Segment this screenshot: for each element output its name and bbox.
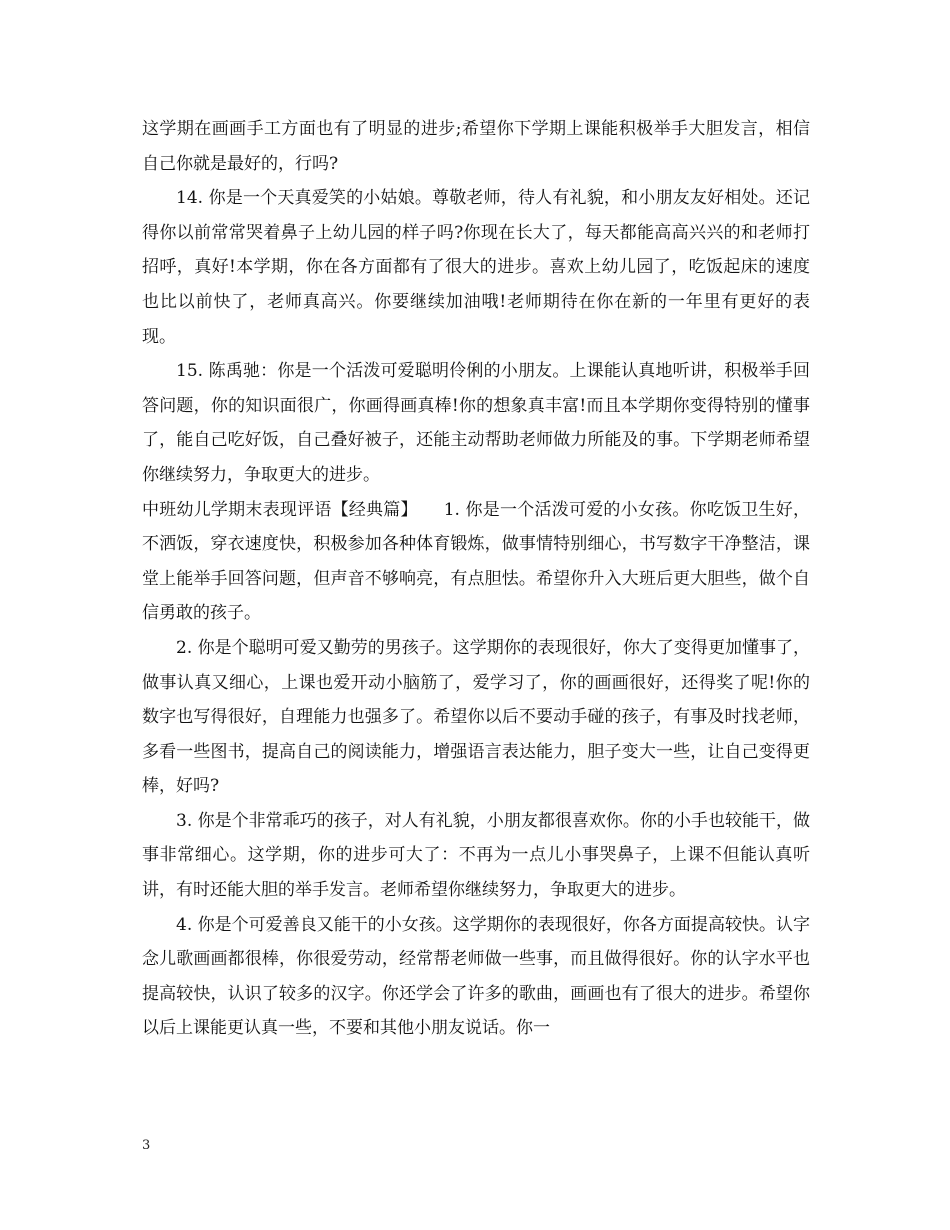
page-number: 3 [142,1138,151,1153]
paragraph-comment-15: 15. 陈禹驰：你是一个活泼可爱聪明伶俐的小朋友。上课能认真地听讲，积极举手回答问题，你的知识面很广，你画得画真棒!你的想象真丰富!而且本学期你变得特别的懂事了，能自己吃好饭，自己叠好被子，还能主动帮助老师做力所能及的事。下学期老师希望你继续努力，争取更大的进步。 [142,361,810,485]
paragraph-section-heading-comment-1: 中班幼儿学期末表现评语【经典篇】 1. 你是一个活泼可爱的小女孩。你吃饭卫生好，不洒饭，穿衣速度快，积极参加各种体育锻炼，做事情特别细心，书写数字干净整洁，课堂上能举手回答问题，但声音不够响亮，有点胆怯。希望你升入大班后更大胆些，做个自信勇敢的孩子。 [142,499,810,624]
document-body [142,112,810,1046]
paragraph-comment-4: 4. 你是个可爱善良又能干的小女孩。这学期你的表现很好，你各方面提高较快。认字念儿歌画画都很棒，你很爱劳动，经常帮老师做一些事，而且做得很好。你的认字水平也提高较快，认识了较多的汉字。你还学会了许多的歌曲，画画也有了很大的进步。希望你以后上课能更认真一些，不要和其他小朋友说话。你一 [142,914,810,1039]
paragraph-comment-3: 3. 你是个非常乖巧的孩子，对人有礼貌，小朋友都很喜欢你。你的小手也较能干，做事非常细心。这学期，你的进步可大了：不再为一点儿小事哭鼻子，上课不但能认真听讲，有时还能大胆的举手发言。老师希望你继续努力，争取更大的进步。 [142,810,810,901]
paragraph-continuation: 这学期在画画手工方面也有了明显的进步;希望你下学期上课能积极举手大胆发言，相信自己你就是最好的，行吗? [142,119,810,174]
paragraph-comment-2: 2. 你是个聪明可爱又勤劳的男孩子。这学期你的表现很好，你大了变得更加懂事了，做事认真又细心，上课也爱开动小脑筋了，爱学习了，你的画画很好，还得奖了呢!你的数字也写得很好，自理能力也强多了。希望你以后不要动手碰的孩子，有事及时找老师，多看一些图书，提高自己的阅读能力，增强语言表达能力，胆子变大一些，让自己变得更棒，好吗? [142,637,810,797]
paragraph-comment-14: 14. 你是一个天真爱笑的小姑娘。尊敬老师，待人有礼貌，和小朋友友好相处。还记得你以前常常哭着鼻子上幼儿园的样子吗?你现在长大了，每天都能高高兴兴的和老师打招呼，真好!本学期，你在各方面都有了很大的进步。喜欢上幼儿园了，吃饭起床的速度也比以前快了，老师真高兴。你要继续加油哦!老师期待在你在新的一年里有更好的表现。 [142,188,810,347]
